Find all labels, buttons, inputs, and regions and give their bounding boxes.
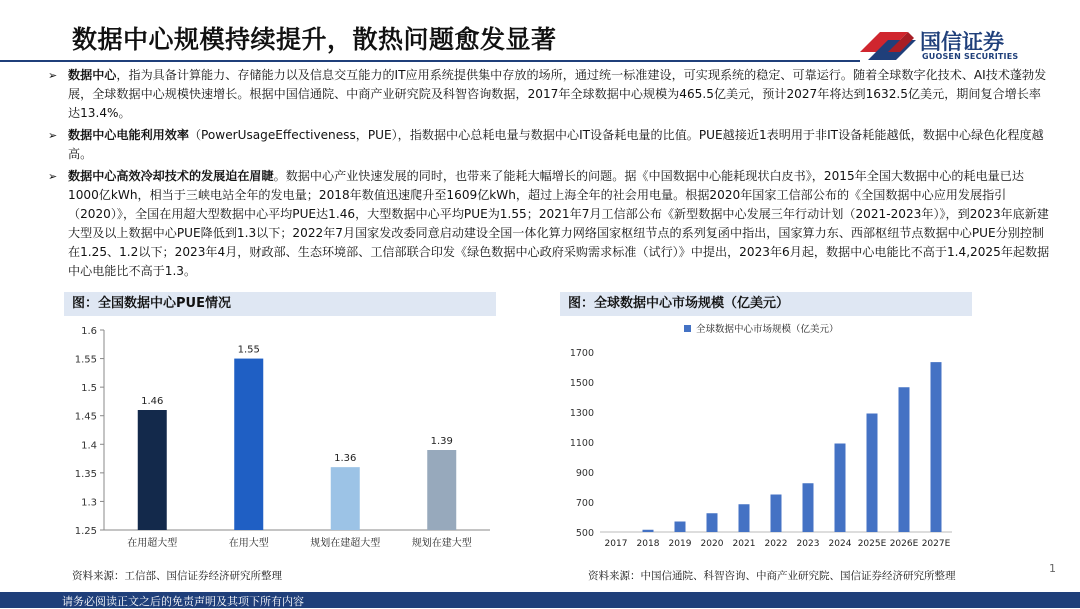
footer-bar <box>0 592 1080 608</box>
pue-bar <box>331 467 360 530</box>
market-chart-source: 资料来源：中国信通院、科智咨询、中商产业研究院、国信证券经济研究所整理 <box>588 570 956 582</box>
x-tick-label: 2020 <box>700 539 724 549</box>
bullet-text: 。数据中心产业快速发展的同时，也带来了能耗大幅增长的问题。据《中国数据中心能耗现状白皮书》，2015年全国大数据中心的耗电量已达1000亿kWh，相当于三峡电站全年的发电量；2018年数值迅速爬升至1609亿kWh，超过上海全年的社会用电量。根据2020年国家工信部公布的《全国数据中心应用发展指引（2020）》，全国在用超大型数据中心平均PUE达1.46，大型数据中心平均PUE为1.55；2021年7月工信部公布《新型数据中心发展三年行动计划（2021-2023年）》，到2023年底新建大型及以上数据中心PUE降低到1.3以下；2022年7月国家发改委同意启动建设全国一体化算力网络国家枢纽节点的系列复函中指出，国家算力东、西部枢纽节点数据中心PUE分别控制在1.25、1.2以下；2023年4月，财政部、生态环境部、工信部联合印发《绿色数据中心政府采购需求标准（试行）》中提出，2023年6月起，数据中心电能比不高于1.4,2025年起数据中心电能比不高于1.3。 <box>68 169 1050 278</box>
y-tick-label: 1.55 <box>74 354 97 366</box>
pue-chart-title: 图：全国数据中心PUE情况 <box>64 292 496 316</box>
x-tick-label: 2022 <box>764 539 788 549</box>
market-bar <box>643 530 654 532</box>
bullet-text: ，指为具备计算能力、存储能力以及信息交互能力的IT应用系统提供集中存放的场所，通过统一标准建设，可实现系统的稳定、可靠运行。随着全球数字化技术、AI技术蓬勃发展，全球数据中心规模快速增长。根据中国信通院、中商产业研究院及科智咨询数据，2017年全球数据中心规模为465.5亿美元，预计2027年将达到1632.5亿美元，期间复合增长率达13.4%。 <box>68 68 1047 120</box>
market-bar <box>931 362 942 532</box>
y-tick-label: 500 <box>575 528 594 539</box>
bullet-item <box>48 66 1052 123</box>
bullet-arrow-icon: ➢ <box>48 69 58 82</box>
bar-value-label: 1.46 <box>141 396 164 407</box>
x-tick-label: 2018 <box>636 539 660 549</box>
bullet-arrow-icon: ➢ <box>48 170 58 183</box>
y-tick-label: 1100 <box>569 438 594 449</box>
bullet-arrow-icon: ➢ <box>48 129 58 142</box>
bullet-list <box>48 66 1052 284</box>
bullet-lead: 数据中心高效冷却技术的发展迫在眉睫 <box>68 169 274 183</box>
market-bar <box>867 414 878 533</box>
pue-bar <box>427 450 456 530</box>
x-tick-label: 2024 <box>828 539 852 549</box>
bar-value-label: 1.55 <box>237 344 260 356</box>
y-tick-label: 1.4 <box>81 440 97 452</box>
market-bar <box>835 444 846 533</box>
x-tick-label: 规划在建超大型 <box>310 538 381 549</box>
bullet-text: （PowerUsageEffectiveness，PUE），指数据中心总耗电量与数据中心IT设备耗电量的比值。PUE越接近1表明用于非IT设备耗能越低，数据中心绿色化程度越高。 <box>68 128 1044 161</box>
y-tick-label: 1.45 <box>74 411 97 423</box>
pue-bar-chart <box>60 318 500 558</box>
x-tick-label: 2019 <box>668 539 692 549</box>
page-title: 数据中心规模持续提升，散热问题愈发显著 <box>72 25 557 54</box>
market-bar <box>771 495 782 533</box>
y-tick-label: 1.5 <box>81 383 97 395</box>
logo-name-cn: 国信证券 <box>920 30 1004 54</box>
disclaimer-text: 请务必阅读正文之后的免责声明及其项下所有内容 <box>62 595 304 608</box>
x-tick-label: 规划在建大型 <box>411 538 472 549</box>
pue-chart-source: 资料来源：工信部、国信证券经济研究所整理 <box>72 570 282 582</box>
bullet-item <box>48 167 1052 281</box>
x-tick-label: 2026E <box>889 539 919 549</box>
bullet-lead: 数据中心 <box>68 68 117 82</box>
x-tick-label: 2021 <box>732 539 756 549</box>
y-tick-label: 1500 <box>569 378 594 389</box>
legend-swatch <box>684 325 691 332</box>
x-tick-label: 在用超大型 <box>127 538 178 549</box>
x-tick-label: 2025E <box>857 539 887 549</box>
page-number: 1 <box>1049 562 1056 575</box>
y-tick-label: 900 <box>575 468 594 479</box>
x-tick-label: 2027E <box>921 539 951 549</box>
y-tick-label: 1.25 <box>74 526 97 537</box>
bullet-lead: 数据中心电能利用效率 <box>68 128 189 142</box>
market-size-bar-chart <box>560 318 970 558</box>
logo-name-en: GUOSEN SECURITIES <box>922 52 1019 61</box>
market-chart-title: 图：全球数据中心市场规模（亿美元） <box>560 292 972 316</box>
y-tick-label: 1.6 <box>81 326 97 337</box>
market-bar <box>739 504 750 532</box>
title-divider <box>0 60 860 62</box>
pue-bar <box>138 410 167 530</box>
y-tick-label: 700 <box>575 498 594 509</box>
bullet-item <box>48 126 1052 164</box>
y-tick-label: 1.3 <box>81 497 97 509</box>
pue-bar <box>234 359 263 530</box>
bar-value-label: 1.36 <box>334 453 357 465</box>
bar-value-label: 1.39 <box>430 436 453 447</box>
legend-label: 全球数据中心市场规模（亿美元） <box>696 324 839 335</box>
market-bar <box>899 387 910 532</box>
y-tick-label: 1700 <box>569 348 594 359</box>
x-tick-label: 2023 <box>796 539 820 549</box>
x-tick-label: 2017 <box>604 539 628 549</box>
x-tick-label: 在用大型 <box>228 538 269 549</box>
market-bar <box>803 483 814 532</box>
market-bar <box>675 522 686 533</box>
y-tick-label: 1.35 <box>74 468 97 480</box>
y-tick-label: 1300 <box>569 408 594 419</box>
market-bar <box>707 513 718 532</box>
